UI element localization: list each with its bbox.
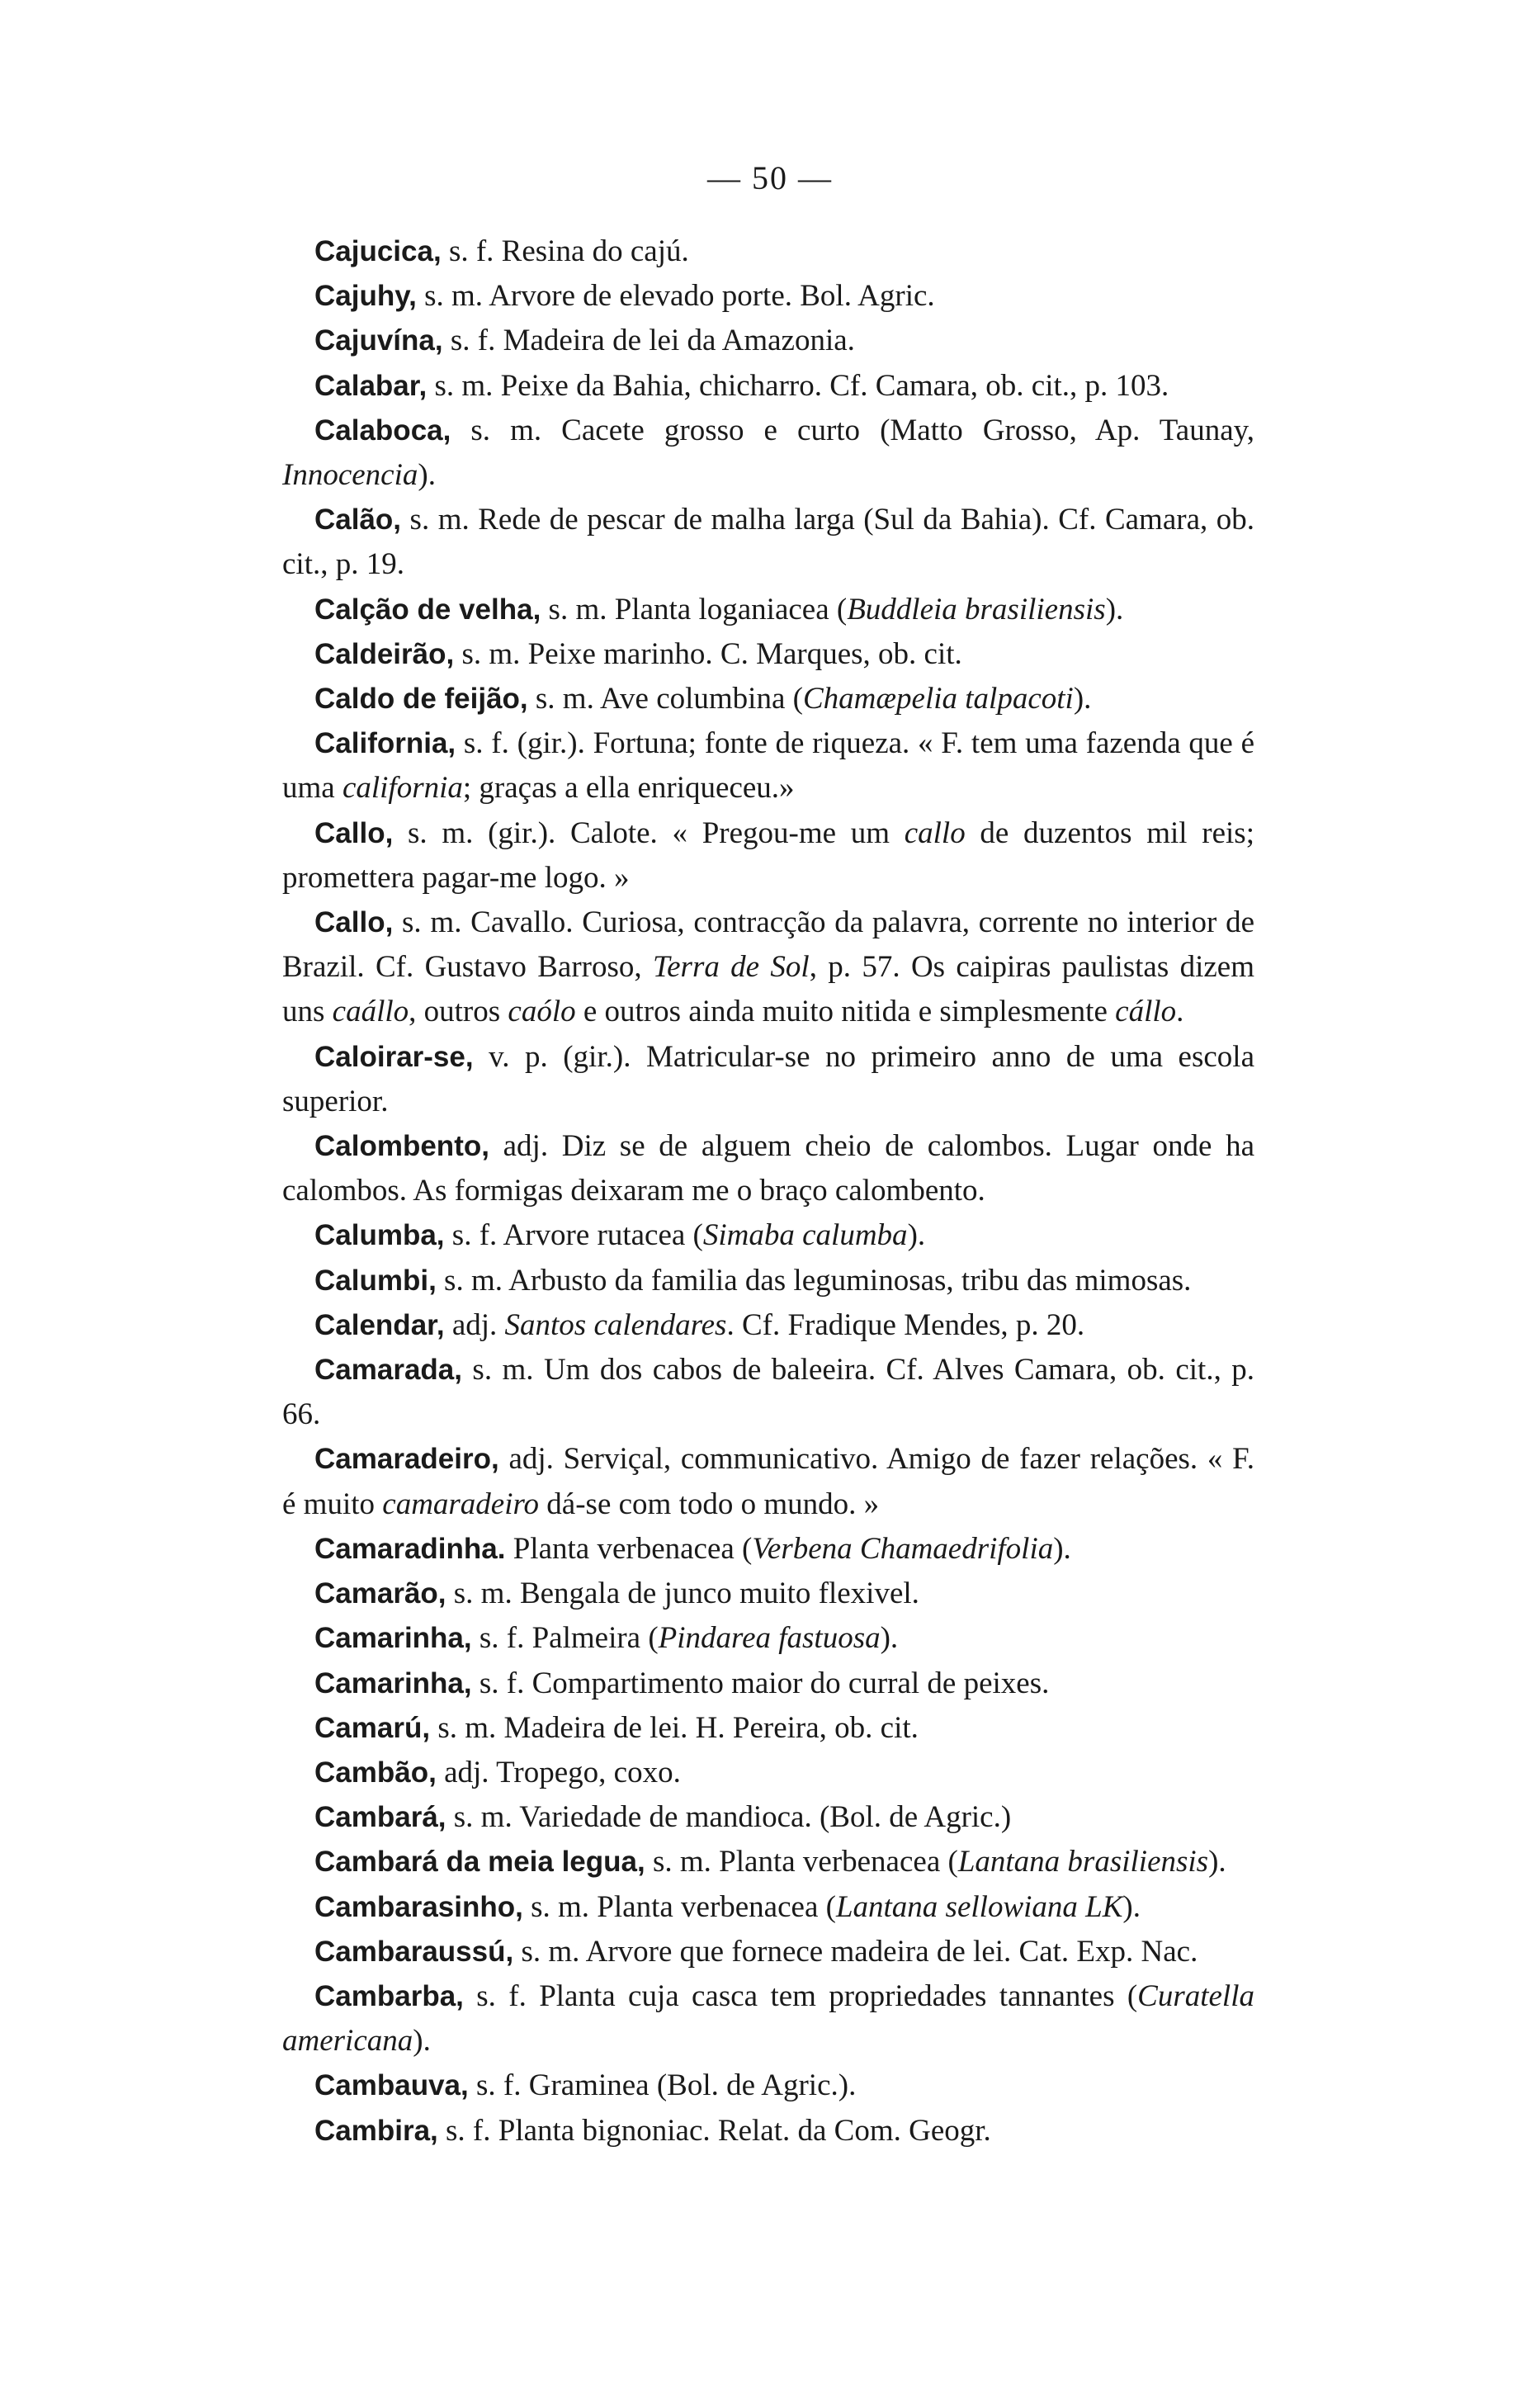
dictionary-entry [282, 1885, 1254, 1930]
entry-headword: California, [314, 727, 456, 760]
entry-definition-text: adj. Diz se de alguem cheio de calombos. Lugar onde ha calombos. As formigas deixaram me o braço calombento. [282, 1129, 1254, 1208]
entry-italic-term: california [342, 771, 463, 806]
entry-headword: Camarú, [314, 1711, 431, 1744]
dictionary-entry [282, 1616, 1254, 1661]
entry-definition-text: adj. Serviçal, communicativo. Amigo de fazer relações. « F. é muito [282, 1442, 1254, 1521]
entry-italic-term: Innocencia [282, 458, 418, 493]
dictionary-entry [282, 409, 1254, 498]
entry-italic-term: Chamæpelia talpacoti [802, 682, 1074, 716]
entry-definition-text: e outros ainda muito nitida e simplesmente [575, 995, 1116, 1029]
entry-definition-text: , outros [409, 995, 508, 1029]
dictionary-entry [282, 274, 1254, 319]
entry-definition-text: s. m. Cavallo. Curiosa, contracção da palavra, corrente no interior de Brazil. Cf. Gustavo Barroso, [282, 905, 1254, 985]
entry-definition-text: s. f. (gir.). Fortuna; fonte de riqueza. « F. tem uma fazenda que é uma [282, 726, 1254, 806]
entry-headword: Calaboca, [314, 414, 451, 447]
entry-headword: Caloirar-se, [314, 1040, 474, 1073]
entry-headword: Cambará, [314, 1801, 446, 1834]
entry-headword: Calumba, [314, 1219, 445, 1252]
entry-italic-term: Pindarea fastuosa [658, 1621, 881, 1656]
entry-headword: Cambaraussú, [314, 1935, 514, 1968]
entry-definition-text: s. m. Peixe marinho. C. Marques, ob. cit. [454, 636, 962, 671]
entry-headword: Cambauva, [314, 2069, 469, 2102]
entry-definition-text: . [1176, 995, 1184, 1029]
entry-definition-text: ). [1208, 1845, 1226, 1879]
entry-definition-text: s. m. Arvore de elevado porte. Bol. Agric. [416, 279, 935, 314]
entry-italic-term: Santos calendares [504, 1307, 727, 1342]
entry-italic-term: Verbena Chamaedrifolia [752, 1531, 1054, 1566]
entry-definition-text: s. f. Planta cuja casca tem propriedades tannantes ( [463, 1978, 1138, 2013]
entry-headword: Calendar, [314, 1308, 445, 1341]
entry-headword: Camaradinha. [314, 1532, 506, 1565]
entry-italic-term: caólo [508, 995, 576, 1029]
dictionary-entry [282, 2109, 1254, 2153]
entry-definition-text: ). [413, 2024, 431, 2059]
entry-definition-text: ). [880, 1621, 899, 1656]
entry-definition-text: s. m. Ave columbina ( [527, 682, 803, 716]
entry-headword: Caldeirão, [314, 637, 455, 670]
dictionary-entry [282, 632, 1254, 677]
entry-italic-term: Simaba calumba [702, 1218, 908, 1253]
entry-italic-term: Lantana sellowiana LK [835, 1889, 1123, 1924]
entry-definition-text: ). [418, 458, 436, 493]
dictionary-entry [282, 1795, 1254, 1840]
entry-headword: Cajucica, [314, 235, 442, 267]
entry-headword: Camarinha, [314, 1666, 472, 1699]
entry-headword: Callo, [314, 816, 394, 849]
entry-italic-term: Terra de Sol [652, 950, 810, 985]
entry-definition-text: , p. 57. Os caipiras paulistas dizem uns [282, 950, 1254, 1029]
entry-headword: Calção de velha, [314, 593, 541, 626]
entry-definition-text: ). [1122, 1889, 1141, 1924]
entry-headword: Cajuhy, [314, 280, 417, 313]
entry-definition-text: ). [907, 1218, 926, 1253]
entry-headword: Cambarba, [314, 1979, 464, 2012]
entry-definition-text: v. p. (gir.). Matricular-se no primeiro anno de uma escola superior. [282, 1039, 1254, 1118]
dictionary-entry [282, 498, 1254, 587]
entry-definition-text: s. m. Bengala de junco muito flexivel. [446, 1577, 919, 1611]
entry-definition-text: s. f. Planta bignoniac. Relat. da Com. Geogr. [437, 2113, 991, 2148]
dictionary-entry [282, 1348, 1254, 1437]
entry-headword: Cajuvína, [314, 324, 443, 357]
dictionary-entry [282, 364, 1254, 409]
entry-definition-text: s. f. Arvore rutacea ( [444, 1218, 703, 1253]
entry-definition-text: ). [1105, 592, 1124, 626]
entry-definition-text: s. m. Um dos cabos de baleeira. Cf. Alves Camara, ob. cit., p. 66. [282, 1353, 1254, 1432]
entry-italic-term: Lantana brasiliensis [957, 1845, 1209, 1879]
entry-headword: Camaradeiro, [314, 1443, 499, 1476]
entry-definition-text: ). [1053, 1531, 1071, 1566]
dictionary-entry [282, 1662, 1254, 1706]
entry-definition-text: s. m. Planta verbenacea ( [522, 1889, 836, 1924]
dictionary-entry [282, 1259, 1254, 1303]
entry-definition-text: s. m. (gir.). Calote. « Pregou-me um [393, 815, 905, 850]
entry-definition-text: Planta verbenacea ( [505, 1531, 753, 1566]
entry-headword: Calabar, [314, 369, 428, 402]
dictionary-entry [282, 677, 1254, 721]
dictionary-entry [282, 319, 1254, 363]
entry-headword: Calão, [314, 503, 402, 537]
entry-definition-text: s. m. Madeira de lei. H. Pereira, ob. cit. [430, 1710, 919, 1745]
entry-definition-text: s. m. Planta loganiacea ( [541, 592, 848, 626]
entry-italic-term: cállo [1115, 995, 1177, 1029]
dictionary-entry [282, 1213, 1254, 1258]
dictionary-entry [282, 1303, 1254, 1348]
entry-definition-text: s. m. Variedade de mandioca. (Bol. de Agric.) [446, 1800, 1012, 1835]
dictionary-entry [282, 1572, 1254, 1616]
entry-headword: Camarada, [314, 1354, 462, 1387]
entry-definition-text: s. f. Palmeira ( [471, 1621, 659, 1656]
entry-headword: Caldo de feijão, [314, 683, 528, 716]
dictionary-entry [282, 1751, 1254, 1795]
entry-italic-term: callo [904, 815, 966, 850]
entry-headword: Calombento, [314, 1130, 489, 1163]
dictionary-entry [282, 1035, 1254, 1124]
entry-definition-text: s. m. Planta verbenacea ( [645, 1845, 958, 1879]
dictionary-entry [282, 901, 1254, 1035]
entry-headword: Cambira, [314, 2114, 438, 2147]
entry-definition-text: s. m. Arvore que fornece madeira de lei. Cat. Exp. Nac. [513, 1934, 1198, 1969]
entry-headword: Cambará da meia legua, [314, 1846, 645, 1879]
entry-definition-text: ; graças a ella enriqueceu.» [462, 771, 795, 806]
dictionary-entry [282, 811, 1254, 901]
page-number: — 50 — [707, 159, 833, 196]
dictionary-entry [282, 588, 1254, 632]
entry-definition-text: s. f. Graminea (Bol. de Agric.). [468, 2068, 857, 2103]
entry-definition-text: adj. [444, 1307, 505, 1342]
entry-headword: Camarão, [314, 1577, 446, 1610]
dictionary-entry [282, 721, 1254, 811]
entry-definition-text: s. m. Cacete grosso e curto (Matto Grosso, Ap. Taunay, [451, 413, 1254, 447]
dictionary-entry [282, 1974, 1254, 2063]
dictionary-entry [282, 1437, 1254, 1526]
dictionary-entry [282, 1840, 1254, 1884]
entry-definition-text: s. m. Arbusto da familia das leguminosas, tribu das mimosas. [436, 1263, 1192, 1298]
dictionary-entry [282, 1527, 1254, 1572]
entry-headword: Cambarasinho, [314, 1890, 523, 1923]
entry-definition-text: dá-se com todo o mundo. » [539, 1487, 880, 1521]
dictionary-entry [282, 229, 1254, 274]
entry-headword: Camarinha, [314, 1622, 472, 1655]
entry-definition-text: s. f. Madeira de lei da Amazonia. [442, 324, 855, 358]
dictionary-entry [282, 1706, 1254, 1751]
entry-list [282, 229, 1254, 2153]
dictionary-entry [282, 2063, 1254, 2108]
entry-italic-term: Buddleia brasiliensis [847, 592, 1106, 626]
entry-definition-text: s. m. Rede de pescar de malha larga (Sul da Bahia). Cf. Camara, ob. cit., p. 19. [282, 503, 1254, 582]
entry-definition-text: s. f. Compartimento maior do curral de peixes. [471, 1666, 1050, 1700]
entry-definition-text: s. m. Peixe da Bahia, chicharro. Cf. Camara, ob. cit., p. 103. [427, 368, 1169, 403]
entry-italic-term: caállo [332, 995, 409, 1029]
entry-headword: Callo, [314, 906, 394, 939]
dictionary-entry [282, 1124, 1254, 1213]
dictionary-entry [282, 1930, 1254, 1974]
entry-headword: Cambão, [314, 1756, 437, 1789]
entry-definition-text: . Cf. Fradique Mendes, p. 20. [726, 1307, 1085, 1342]
entry-italic-term: Curatella americana [282, 1978, 1254, 2059]
entry-italic-term: camaradeiro [382, 1487, 540, 1521]
entry-definition-text: ). [1073, 682, 1092, 716]
entry-definition-text: de duzentos mil reis; promettera pagar-me logo. » [282, 815, 1254, 895]
entry-definition-text: s. f. Resina do cajú. [441, 234, 689, 268]
entry-definition-text: adj. Tropego, coxo. [436, 1755, 681, 1789]
entry-headword: Calumbi, [314, 1264, 437, 1297]
